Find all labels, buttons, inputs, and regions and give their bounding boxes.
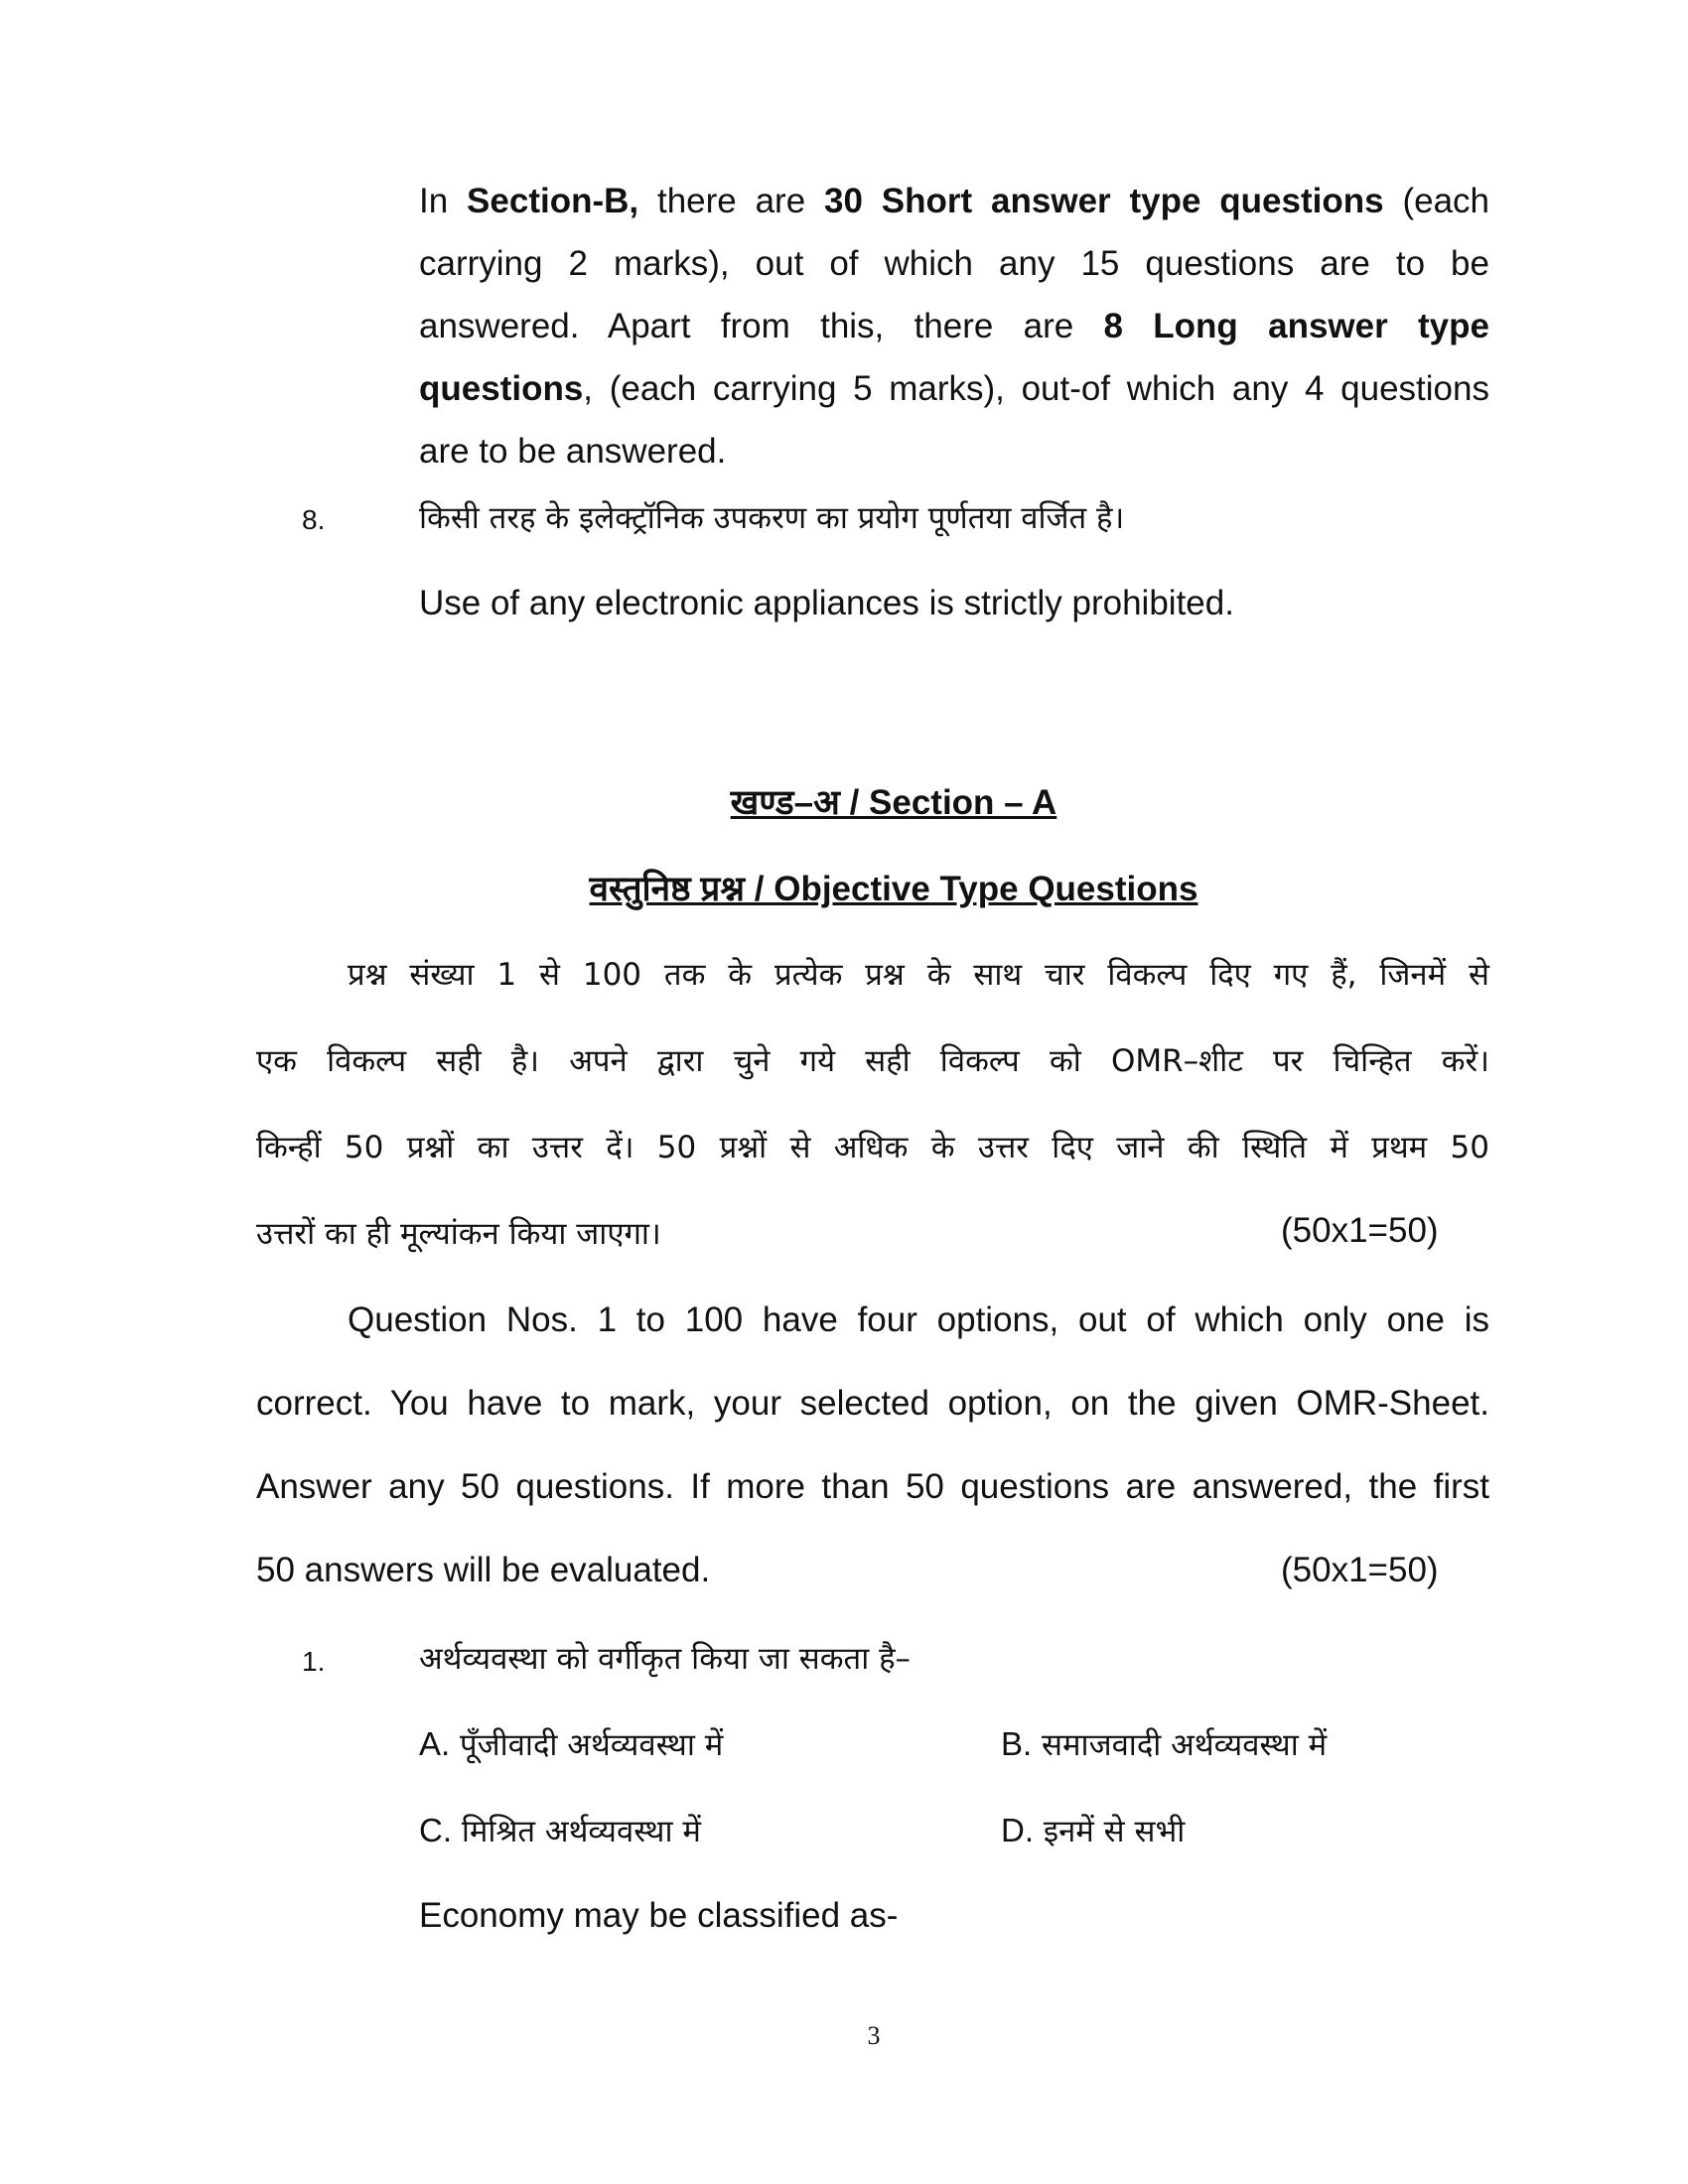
- section-b-note-line-5: are to be answered.: [419, 432, 727, 471]
- english-instructions-marks: (50x1=50): [1281, 1551, 1439, 1589]
- hindi-instructions-line-1: प्रश्न संख्या 1 से 100 तक के प्रत्येक प्रश्न के साथ चार विकल्प दिए गए हैं, जिनमें से: [348, 957, 1489, 993]
- option-b-label: B.: [1001, 1725, 1033, 1762]
- option-d-label: D.: [1001, 1812, 1034, 1848]
- option-d-text: इनमें से सभी: [1043, 1814, 1186, 1849]
- option-a-label: A.: [419, 1725, 451, 1762]
- hindi-instructions-line-3: किन्हीं 50 प्रश्नों का उत्तर दें। 50 प्रश्नों से अधिक के उत्तर दिए जाने की स्थिति में प्रथम 50: [256, 1130, 1489, 1165]
- section-b-note-line-3: answered. Apart from this, there are 8 Long answer type: [419, 307, 1489, 345]
- section-b-note-line-1: In Section-B, there are 30 Short answer type questions (each: [419, 182, 1490, 220]
- english-instructions-line-3: Answer any 50 questions. If more than 50 questions are answered, the first: [256, 1467, 1489, 1506]
- section-a-subheading: वस्तुनिष्ठ प्रश्न / Objective Type Questions: [589, 870, 1198, 908]
- question-1-option-d: [1001, 1810, 1185, 1851]
- instruction-8-number: 8.: [302, 504, 326, 535]
- english-instructions-line-2: correct. You have to mark, your selected option, on the given OMR-Sheet.: [256, 1384, 1489, 1423]
- question-1-option-c: [419, 1810, 701, 1851]
- hindi-instructions-line-2: एक विकल्प सही है। अपने द्वारा चुने गये सही विकल्प को OMR–शीट पर चिन्हित करें।: [256, 1043, 1489, 1079]
- section-b-note-line-4: questions, (each carrying 5 marks), out-of which any 4 questions: [419, 369, 1489, 408]
- question-1-number: 1.: [302, 1646, 326, 1677]
- option-c-text: मिश्रित अर्थव्यवस्था में: [461, 1814, 701, 1849]
- english-instructions-line-4: 50 answers will be evaluated.: [256, 1551, 711, 1589]
- instruction-8-english: Use of any electronic appliances is strictly prohibited.: [419, 584, 1234, 622]
- option-c-label: C.: [419, 1812, 452, 1848]
- question-1-option-b: [1001, 1723, 1327, 1765]
- question-1-english: Economy may be classified as-: [419, 1896, 899, 1935]
- option-b-text: समाजवादी अर्थव्यवस्था में: [1042, 1727, 1328, 1763]
- english-instructions-line-1: Question Nos. 1 to 100 have four options, out of which only one is: [348, 1300, 1489, 1339]
- question-1-hindi: अर्थव्यवस्था को वर्गीकृत किया जा सकता है–: [419, 1641, 912, 1677]
- hindi-instructions-marks: (50x1=50): [1281, 1211, 1439, 1250]
- question-1-option-a: [419, 1723, 723, 1765]
- section-a-heading: खण्ड–अ / Section – A: [730, 783, 1057, 822]
- hindi-instructions-line-4: उत्तरों का ही मूल्यांकन किया जाएगा।: [256, 1216, 661, 1252]
- section-b-note-line-2: carrying 2 marks), out of which any 15 questions are to be: [419, 244, 1489, 283]
- option-a-text: पूँजीवादी अर्थव्यवस्था में: [460, 1727, 724, 1763]
- instruction-8-hindi: किसी तरह के इलेक्ट्रॉनिक उपकरण का प्रयोग पूर्णतया वर्जित है।: [419, 500, 1125, 536]
- page-number: 3: [867, 2021, 881, 2050]
